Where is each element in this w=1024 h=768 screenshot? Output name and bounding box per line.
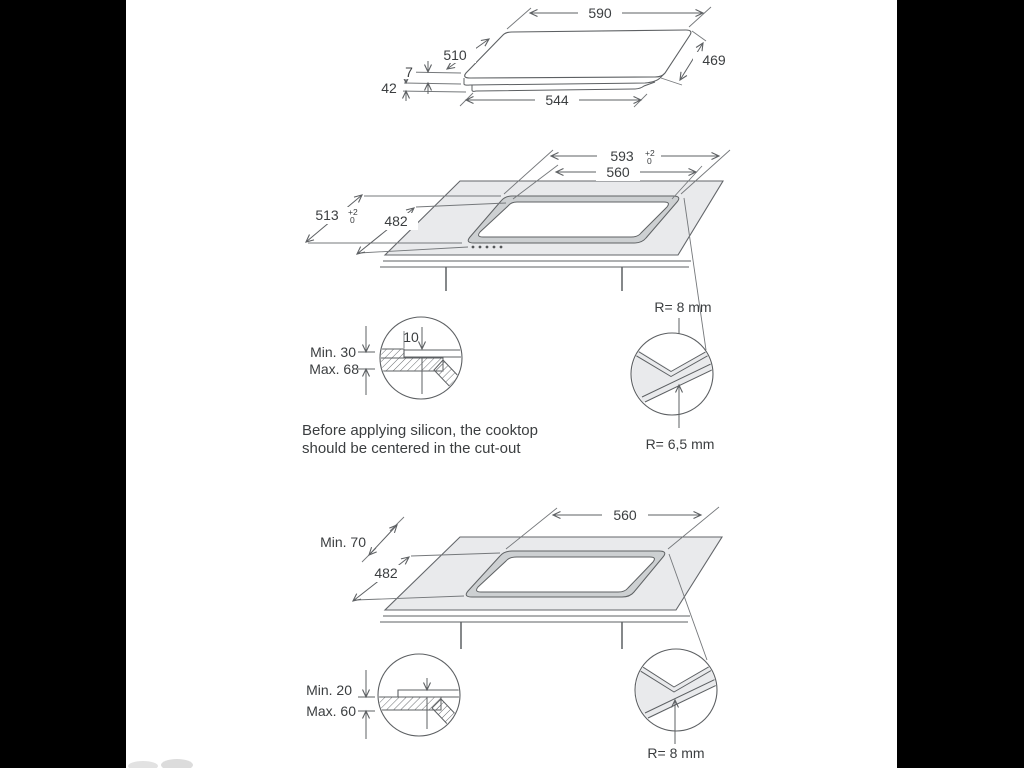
page-background <box>126 0 897 768</box>
dim-560-label: 560 <box>606 164 630 180</box>
dim-482-label: 482 <box>384 213 408 229</box>
cutout-opening <box>479 202 669 237</box>
max-68-label: Max. 68 <box>309 361 359 377</box>
dim-593-label: 593 <box>610 148 634 164</box>
min-30-label: Min. 30 <box>310 344 356 360</box>
min-20-label: Min. 20 <box>306 682 352 698</box>
min-70-label: Min. 70 <box>320 534 366 550</box>
worktop-shoulder-section <box>378 349 404 358</box>
dim-510-label: 510 <box>443 47 467 63</box>
radius-8mm-bottom-label: R= 8 mm <box>647 745 705 761</box>
dim-513-tolerance-minus: 0 <box>350 215 355 225</box>
note-line-1: Before applying silicon, the cooktop <box>302 422 538 439</box>
dim-42-label: 42 <box>381 80 397 96</box>
worktop-ledge-section <box>378 358 443 371</box>
cooktop-glass-section <box>404 350 463 357</box>
dim-590-label: 590 <box>588 5 612 21</box>
dim-469-label: 469 <box>702 52 726 68</box>
dim-560-bottom-label: 560 <box>613 507 637 523</box>
radius-8mm-label: R= 8 mm <box>654 299 712 315</box>
dim-7-label: 7 <box>405 64 413 80</box>
dim-513-label: 513 <box>315 207 339 223</box>
dim-513-tolerance-plus: +2 <box>348 207 358 217</box>
note-line-2: should be centered in the cut-out <box>302 440 521 457</box>
silicon-note <box>302 422 538 457</box>
overlap-10-label: 10 <box>403 329 419 345</box>
radius-6-5mm-label: R= 6,5 mm <box>645 436 715 452</box>
dim-593-tolerance-plus: +2 <box>645 148 655 158</box>
dim-482-bottom-label: 482 <box>374 565 398 581</box>
cooktop-glass-section-bottom <box>398 690 461 697</box>
dim-593-tolerance-minus: 0 <box>647 156 652 166</box>
max-60-label: Max. 60 <box>306 703 356 719</box>
dim-544-label: 544 <box>545 92 569 108</box>
